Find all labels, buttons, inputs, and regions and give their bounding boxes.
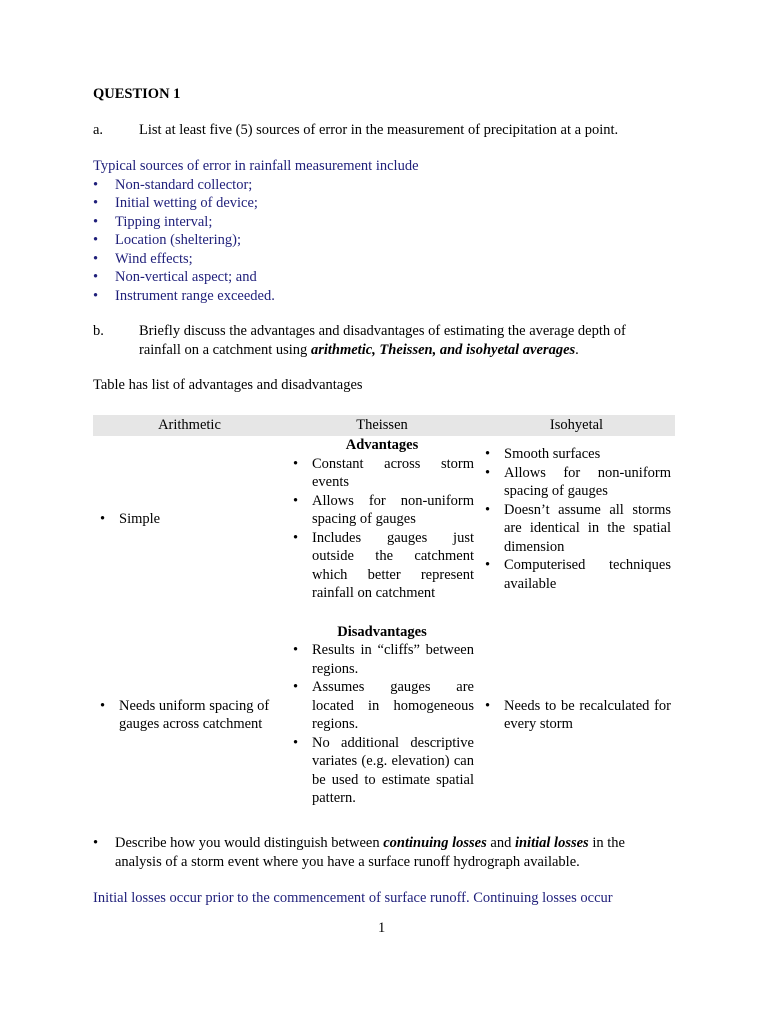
part-a-text: List at least five (5) sources of error in the measurement of precipitation at a point.	[139, 122, 619, 138]
disadvantages-heading: Disadvantages	[337, 623, 427, 640]
part-c-text-2: and	[486, 835, 515, 851]
advantages-heading: Advantages	[345, 437, 419, 453]
spacer-row	[93, 603, 675, 623]
header-theissen: Theissen	[286, 415, 478, 436]
table-header-row	[93, 415, 675, 436]
part-b-text-end: .	[575, 341, 579, 358]
list-item: • Allows for non-uniform spacing of gauges	[290, 492, 474, 529]
list	[97, 510, 282, 529]
list-item: • Location (sheltering);	[93, 231, 653, 250]
page-number: 1	[378, 920, 386, 936]
list-item: • Allows for non-uniform spacing of gauges	[482, 464, 671, 501]
disadvantages-theissen	[286, 623, 478, 808]
answer-intro: Typical sources of error in rainfall measurement include	[93, 158, 419, 174]
part-c-question	[93, 834, 663, 871]
list-item: • Assumes gauges are located in homogeneous regions.	[290, 678, 474, 734]
advantages-arithmetic	[93, 436, 286, 603]
comparison-table	[93, 415, 675, 808]
list-item: • Non-standard collector;	[93, 176, 653, 195]
part-a-answer	[93, 157, 653, 305]
list	[482, 445, 671, 593]
disadvantages-row	[93, 623, 675, 808]
part-c-text-3: in the analysis of a storm event where you have a surface runoff hydrograph available.	[115, 835, 625, 870]
part-a-label: a.	[93, 122, 104, 138]
list-item: • Wind effects;	[93, 250, 653, 269]
list-item: • Tipping interval;	[93, 213, 653, 232]
advantages-isohyetal	[478, 436, 675, 603]
list-item: • Results in “cliffs” between regions.	[290, 641, 474, 678]
table-intro: Table has list of advantages and disadvantages	[93, 377, 363, 393]
list-item: • Constant across storm events	[290, 455, 474, 492]
part-c-answer: Initial losses occur prior to the commencement of surface runoff. Continuing losses occur	[93, 890, 613, 906]
list-item: • Needs to be recalculated for every storm	[482, 697, 671, 734]
disadvantages-isohyetal	[478, 623, 675, 808]
disadvantages-arithmetic	[93, 623, 286, 808]
list-item: • Non-vertical aspect; and	[93, 268, 653, 287]
part-c-emphasis-2: initial losses	[514, 835, 589, 851]
header-isohyetal: Isohyetal	[478, 415, 675, 436]
list-item: • Initial wetting of device;	[93, 194, 653, 213]
list-item: • Needs uniform spacing of gauges across catchment	[97, 697, 282, 734]
part-b-label: b.	[93, 323, 104, 339]
list-item: • Computerised techniques available	[482, 556, 671, 593]
part-b-text	[139, 322, 664, 359]
list-item: • Smooth surfaces	[482, 445, 671, 464]
advantages-row	[93, 436, 675, 603]
part-b-emphasis: arithmetic, Theissen, and isohyetal averages	[310, 341, 576, 358]
list-item: • Doesn’t assume all storms are identical in the spatial dimension	[482, 501, 671, 557]
part-c-emphasis-1: continuing losses	[383, 835, 487, 851]
advantages-theissen	[286, 436, 478, 603]
error-source-list	[93, 176, 653, 306]
part-b-text-start: Briefly discuss the advantages and disadvantages of estimating the average depth of rainfall on a catchment using	[139, 323, 626, 358]
list	[97, 697, 282, 734]
header-arithmetic: Arithmetic	[93, 415, 286, 436]
part-c-text-1: Describe how you would distinguish between	[115, 835, 384, 851]
list-item: • Simple	[97, 510, 282, 529]
list	[290, 641, 474, 808]
question-title: QUESTION 1	[93, 86, 181, 102]
list-item: • Includes gauges just outside the catchment which better represent rainfall on catchment	[290, 529, 474, 603]
list-item: • Instrument range exceeded.	[93, 287, 653, 306]
list-item	[93, 834, 663, 871]
list	[290, 455, 474, 603]
list	[482, 697, 671, 734]
list-item: • No additional descriptive variates (e.g. elevation) can be used to estimate spatial pattern.	[290, 734, 474, 808]
